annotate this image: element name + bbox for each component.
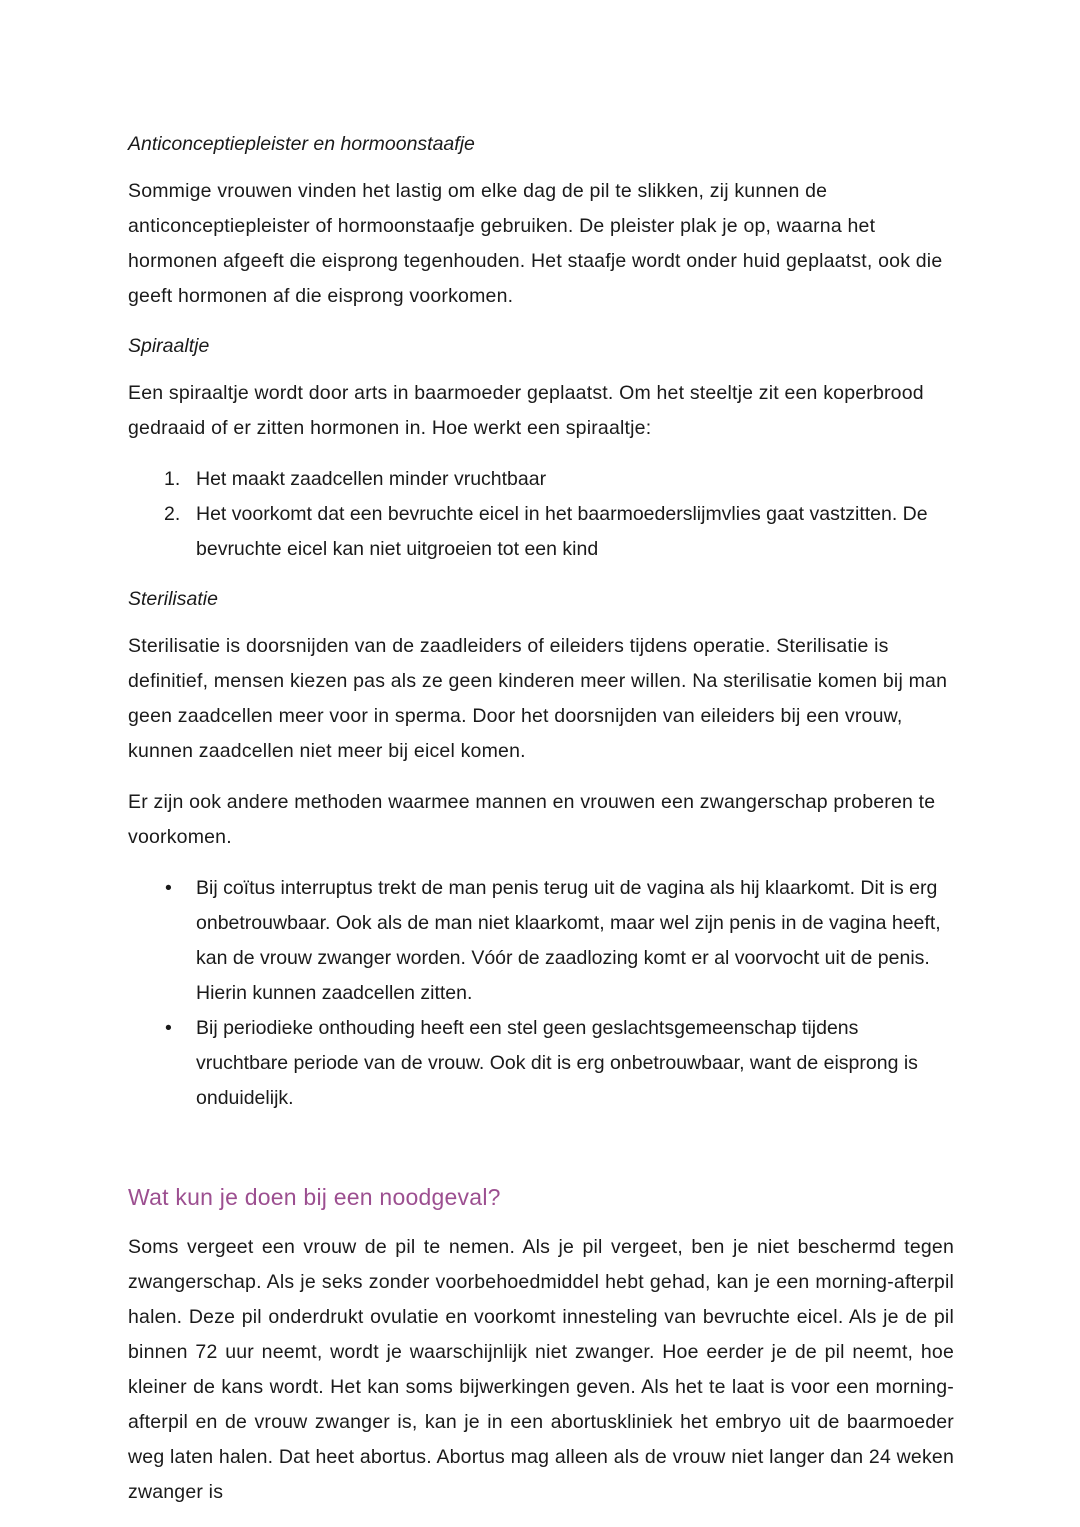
list-item bbox=[128, 1011, 954, 1116]
document-body bbox=[128, 128, 954, 1526]
list-marker: 1. bbox=[164, 468, 181, 490]
list-marker: 2. bbox=[164, 503, 181, 525]
paragraph-sterilisation-1: Sterilisatie is doorsnijden van de zaadleiders of eileiders tijdens operatie. Sterilisatie is definitief, mensen kiezen pas als ze geen kinderen meer willen. Na sterilisatie komen bij man geen zaadcellen meer voor in sperma. Door het doorsnijden van eileiders bij een vrouw, kunnen zaadcellen niet meer bij eicel komen. bbox=[128, 635, 948, 762]
paragraph-patch-implant: Sommige vrouwen vinden het lastig om elke dag de pil te slikken, zij kunnen de anticonceptiepleister of hormoonstaafje gebruiken. De pleister plak je op, waarna het hormonen afgeeft die eisprong tegenhouden. Het staafje wordt onder huid geplaatst, ook die geeft hormonen af die eisprong voorkomen. bbox=[128, 180, 943, 307]
list-item bbox=[128, 497, 954, 567]
section-heading-emergency: Wat kun je doen bij een noodgeval? bbox=[128, 1184, 501, 1210]
list-item-text: Het maakt zaadcellen minder vruchtbaar bbox=[196, 468, 547, 490]
section-spacer bbox=[128, 1132, 954, 1180]
subheading-sterilisation: Sterilisatie bbox=[128, 588, 218, 610]
paragraph-sterilisation-2: Er zijn ook andere methoden waarmee mannen en vrouwen een zwangerschap proberen te voorkomen. bbox=[128, 791, 936, 848]
list-item-text: Bij periodieke onthouding heeft een stel geen geslachtsgemeenschap tijdens vruchtbare periode van de vrouw. Ook dit is erg onbetrouwbaar, want de eisprong is onduidelijk. bbox=[196, 1017, 918, 1109]
bullet-icon: • bbox=[165, 1017, 172, 1039]
bullet-icon: • bbox=[165, 877, 172, 899]
subheading-iud: Spiraaltje bbox=[128, 335, 210, 357]
bulleted-list-other-methods bbox=[128, 871, 954, 1116]
list-item-text: Bij coïtus interruptus trekt de man penis terug uit de vagina als hij klaarkomt. Dit is erg onbetrouwbaar. Ook als de man niet klaarkomt, maar wel zijn penis in de vagina heeft, kan de vrouw zwanger worden. Vóór de zaadlozing komt er al voorvocht uit de penis. Hierin kunnen zaadcellen zitten. bbox=[196, 877, 941, 1004]
subheading-patch-implant: Anticonceptiepleister en hormoonstaafje bbox=[128, 133, 475, 155]
list-item bbox=[128, 462, 954, 497]
list-item-text: Het voorkomt dat een bevruchte eicel in het baarmoederslijmvlies gaat vastzitten. De bevruchte eicel kan niet uitgroeien tot een kind bbox=[196, 503, 928, 560]
paragraph-iud: Een spiraaltje wordt door arts in baarmoeder geplaatst. Om het steeltje zit een koperbrood gedraaid of er zitten hormonen in. Hoe werkt een spiraaltje: bbox=[128, 382, 924, 439]
numbered-list-iud bbox=[128, 462, 954, 567]
list-item bbox=[128, 871, 954, 1011]
paragraph-emergency: Soms vergeet een vrouw de pil te nemen. Als je pil vergeet, ben je niet beschermd tegen zwangerschap. Als je seks zonder voorbehoedmiddel hebt gehad, kan je een morning-afterpil halen. Deze pil onderdrukt ovulatie en voorkomt innesteling van bevruchte eicel. Als je de pil binnen 72 uur neemt, wordt je waarschijnlijk niet zwanger. Hoe eerder je de pil neemt, hoe kleiner de kans wordt. Het kan soms bijwerkingen geven. Als het te laat is voor een morning-afterpil en de vrouw zwanger is, kan je in een abortuskliniek het embryo uit de baarmoeder weg laten halen. Dat heet abortus. Abortus mag alleen als de vrouw niet langer dan 24 weken zwanger is bbox=[128, 1236, 954, 1503]
